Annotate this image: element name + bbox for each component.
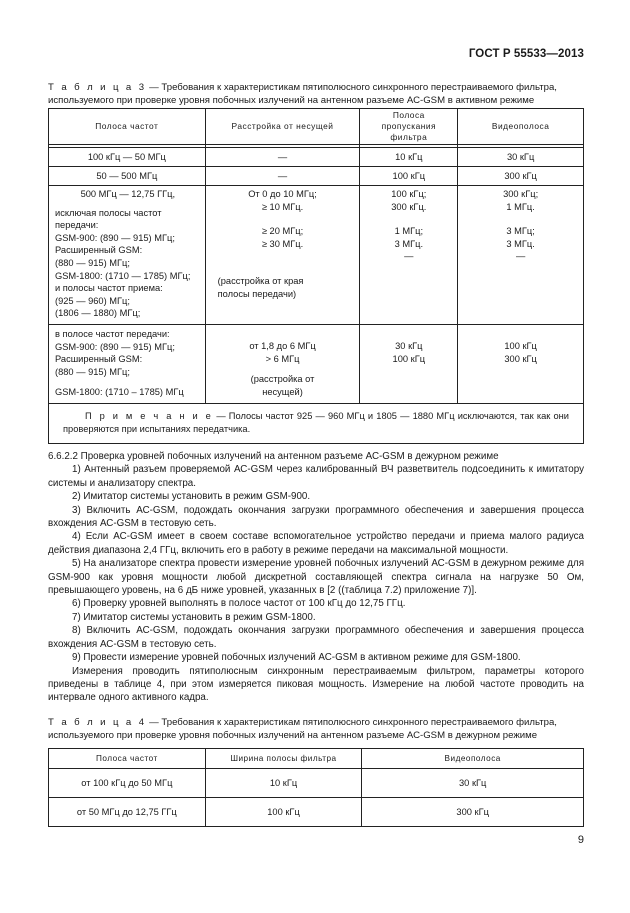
table4-cell-filter: 100 кГц: [205, 798, 362, 827]
table3-note-row: [49, 403, 584, 443]
table3-header-band: Полоса частот: [49, 109, 206, 145]
table4-header-video: Видеополоса: [362, 749, 584, 769]
table3-caption-lead: Т а б л и ц а 3: [48, 82, 147, 93]
table3-cell-filter: 10 кГц: [360, 148, 458, 167]
table3-header-filter: Полоса пропускания фильтра: [360, 109, 458, 145]
table3-row4-filter: 30 кГц 100 кГц: [360, 324, 458, 403]
table3-cell-detune: —: [205, 167, 360, 186]
table3-cell-detune: —: [205, 148, 360, 167]
table-row: [49, 324, 584, 403]
paragraph: 4) Если АС-GSM имеет в своем составе вспомогательное устройство передачи и приема малого радиуса действия диапазона 2,4 ГГц, включить его в работу в режиме передачи на максимальной мощности.: [48, 531, 584, 556]
table-row: [49, 148, 584, 167]
table4-caption-lead: Т а б л и ц а 4: [48, 717, 147, 728]
table3-cell-filter: 100 кГц: [360, 167, 458, 186]
table4-caption: [48, 716, 584, 742]
table-row: [49, 167, 584, 186]
table3-cell-video: 300 кГц: [458, 167, 584, 186]
paragraph: 3) Включить АС-GSM, подождать окончания загрузки программного обеспечения и завершения процесса вхождения АС-GSM в тестовую сеть.: [48, 504, 584, 530]
table3-note-text: — Полосы частот 925 — 960 МГц и 1805 — 1880 МГц исключаются, так как они проверяются при испытаниях передатчика.: [63, 410, 569, 434]
table4-cell-video: 30 кГц: [362, 769, 584, 798]
table3-row4-detune: от 1,8 до 6 МГц > 6 МГц (расстройка от несущей): [205, 324, 360, 403]
table3-note-lead: П р и м е ч а н и е: [85, 410, 214, 421]
table4-cell-filter: 10 кГц: [205, 769, 362, 798]
paragraph: 8) Включить АС-GSM, подождать окончания загрузки программного обеспечения и завершения процесса вхождения АС-GSM в тестовую сеть.: [48, 625, 584, 650]
table3-caption-text: — Требования к характеристикам пятиполюсного синхронного перестраиваемого фильтра, используемого при проверке уровня побочных излучений на антенном разъеме АС-GSM в активном режиме: [48, 82, 557, 106]
table-row: [49, 186, 584, 325]
paragraph: Измерения проводить пятиполюсным синхронным перестраиваемым фильтром, параметры которого приведены в таблице 4, при этом измеряется пиковая мощность. Измерение на любой частоте проводить на интервале одного активного кадра.: [48, 665, 584, 704]
paragraph: 7) Имитатор системы установить в режим GSM-1800.: [72, 611, 316, 623]
table3-row3-detune: От 0 до 10 МГц; ≥ 10 МГц. ≥ 20 МГц; ≥ 30 МГц. (расстройка от края полосы передачи): [205, 186, 360, 325]
paragraph: 2) Имитатор системы установить в режим GSM-900.: [72, 491, 311, 503]
section-heading: 6.6.2.2 Проверка уровней побочных излучений на антенном разъеме АС-GSM в дежурном режиме: [48, 451, 499, 462]
table4-caption-text: — Требования к характеристикам пятиполюсного синхронного перестраиваемого фильтра, используемого при проверке уровня побочных излучений на антенном разъеме АС-GSM в дежурном режиме: [48, 717, 557, 741]
page-number: 9: [577, 834, 584, 846]
table3-header-video: Видеополоса: [458, 109, 584, 145]
table3-row4-band: в полосе частот передачи: GSM-900: (890 — 915) МГц; Расширенный GSM: (880 — 915) МГц; GSM-1800: (1710 – 1785) МГц: [49, 324, 206, 403]
document-header: ГОСТ Р 55533—2013: [468, 48, 584, 60]
table4: [48, 748, 584, 827]
table3-caption: [48, 81, 584, 107]
table3: [48, 108, 584, 444]
table4-cell-band: от 50 МГц до 12,75 ГГц: [49, 798, 206, 827]
table3-cell-band: 100 кГц — 50 МГц: [49, 148, 206, 167]
paragraph: 9) Провести измерение уровней побочных излучений АС-GSM в активном режиме для GSM-1800.: [72, 652, 521, 664]
table3-cell-band: 50 — 500 МГц: [49, 167, 206, 186]
table3-row3-filter: 100 кГц; 300 кГц. 1 МГц; 3 МГц. —: [360, 186, 458, 325]
table4-header-filter: Ширина полосы фильтра: [205, 749, 362, 769]
table-row: [49, 769, 584, 798]
section-6-6-2-2: [48, 450, 584, 705]
table-row: [49, 798, 584, 827]
table3-header-detune: Расстройка от несущей: [205, 109, 360, 145]
table3-row4-video: 100 кГц 300 кГц: [458, 324, 584, 403]
paragraph: 6) Проверку уровней выполнять в полосе частот от 100 кГц до 12,75 ГГц.: [72, 598, 406, 610]
table3-note: [49, 403, 584, 443]
table4-cell-video: 300 кГц: [362, 798, 584, 827]
table4-cell-band: от 100 кГц до 50 МГц: [49, 769, 206, 798]
paragraph: 1) Антенный разъем проверяемой АС-GSM через калиброванный ВЧ разветвитель подсоединить к имитатору системы и анализатору спектра.: [48, 464, 584, 489]
table3-cell-video: 30 кГц: [458, 148, 584, 167]
paragraph: 5) На анализаторе спектра провести измерение уровней побочных излучений АС-GSM в дежурном режиме для GSM-900 как уровня мощности любой дискретной составляющей спектра сигнала на нагрузке 50 Ом, превышающего уровень, на 6 дБ ниже уровней, указанных в [2 ((таблица 7.2) приложение 7)].: [48, 558, 584, 597]
table4-header-band: Полоса частот: [49, 749, 206, 769]
table3-row3-video: 300 кГц; 1 МГц. 3 МГц; 3 МГц. —: [458, 186, 584, 325]
table3-row3-band: 500 МГц — 12,75 ГГц, исключая полосы частот передачи: GSM-900: (890 — 915) МГц; Расширенный GSM: (880 — 915) МГц; GSM-1800: (1710 — 1785) МГц; и полосы частот приема: (925 — 960) МГц; (1806 — 1880) МГц;: [49, 186, 206, 325]
